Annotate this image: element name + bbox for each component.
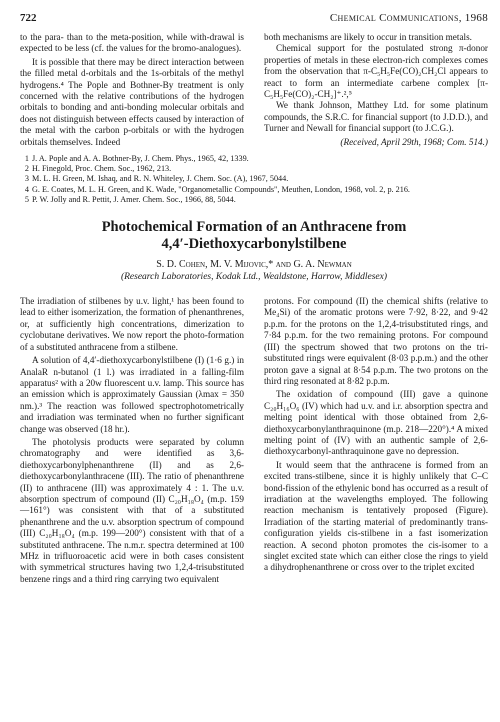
paragraph: The photolysis products were separated by column chromatography and were identified as 3,6-diethoxycarbonylphenanthrene (II) and as 2,6-diethoxycarbonylanthracene (III). The ratio of phenanthrene (II) to anthracene (III) was approximately 4 : 1. The u.v. absorption spectrum of compound (II) C₂₀H₁₈O₄ (m.p. 159—161°) was consistent with that of a substituted phenanthrene and the u.v. absorption spectrum of compound (III) C₂₀H₁₈O₄ (m.p. 199—200°) consistent with that of a substituted anthracene. The n.m.r. spectra determined at 100 MHz in trifluoroacetic acid were in both cases consistent with symmetrical structures having two 1,2,4-trisubstituted benzene rings and a third ring carrying two equivalent <box>20 436 244 584</box>
body-right-column <box>264 296 488 585</box>
journal-title: Chemical Communications, 1968 <box>329 12 488 24</box>
previous-article-text <box>20 32 488 148</box>
reference-number: 3 <box>24 174 29 184</box>
paragraph: protons. For compound (II) the chemical shifts (relative to Me₄Si) of the aromatic protons were 7·92, 8·22, and 9·42 p.p.m. for the protons on the 1,2,4-trisubstituted rings, and 7·84 p.p.m. for the two remaining protons. For compound (III) the spectrum showed that two protons on the tri-substituted rings were equivalent (8·03 p.p.m.) and the other proton gave a signal at 8·54 p.p.m. The two protons on the third ring resonated at 8·82 p.p.m. <box>264 296 488 386</box>
page-number: 722 <box>20 12 37 24</box>
reference-text: G. E. Coates, M. L. H. Green, and K. Wade, "Organometallic Compounds", Meuthen, London, 1968, vol. 2, p. 216. <box>32 184 410 194</box>
journal-page <box>20 12 488 712</box>
title-line: 4,4′-Diethoxycarbonylstilbene <box>161 236 347 253</box>
reference-item <box>20 154 488 164</box>
paragraph: both mechanisms are likely to occur in transition metals. <box>264 32 472 42</box>
reference-item <box>20 164 488 174</box>
reference-item <box>20 185 488 195</box>
article-affiliation: (Research Laboratories, Kodak Ltd., Wealdstone, Harrow, Middlesex) <box>120 272 388 283</box>
paragraph: It is possible that there may be direct interaction between the filled metal d-orbitals and the 1s-orbitals of the methyl hydrogens.⁴ The Pople and Bothner-By treatment is only concerned with the relative contributions of the hydrogen orbitals to bonding and anti-bonding molecular orbitals and does not distinguish between effects caused by interaction of the metal with the carbon p-orbitals or with the hydrogen orbitals themselves. Indeed <box>20 56 244 147</box>
acknowledgement: We thank Johnson, Matthey Ltd. for some platinum compounds, the S.R.C. for financial support (to J.D.D.), and Turner and Newall for financial support (to J.C.G.). <box>264 100 488 134</box>
paragraph: A solution of 4,4′-diethoxycarbonylstilbene (I) (1·6 g.) in AnalaR n-butanol (1 l.) was irradiated in a falling-film apparatus² with a 20w fluorescent u.v. lamp. This source has an emission which is approximately Gaussian (λmax = 350 nm.).³ The reaction was followed spectrophotometrically and irradiation was terminated when no further significant change was observed (18 hr.). <box>20 355 244 434</box>
paragraph: The irradiation of stilbenes by u.v. light,¹ has been found to lead to either isomerization, the formation of phenanthrenes, or, at sufficiently high concentrations, dimerization to cyclobutane derivatives. We now report the photo-formation of a substituted anthracene from a stilbene. <box>20 296 244 352</box>
reference-item <box>20 174 488 184</box>
top-left-column <box>20 32 244 148</box>
reference-number: 4 <box>24 184 29 194</box>
paragraph: Chemical support for the postulated strong π-donor properties of metals in these electron-rich complexes comes from the observation that π-C₅H₅Fe(CO)₂CH₂Cl appears to react to form an intermediate carbene complex [π-C₅H₅Fe(CO)₂-CH₂]⁺.²,⁵ <box>264 43 488 100</box>
reference-text: H. Finegold, Proc. Chem. Soc., 1962, 213. <box>32 164 172 174</box>
paragraph: to the para- than to the meta-position, while with-drawal is expected to be less (cf. the values for the bromo-analogues). <box>20 32 244 54</box>
reference-text: J. A. Pople and A. A. Bothner-By, J. Chem. Phys., 1965, 42, 1339. <box>32 154 249 164</box>
article-authors: S. D. Cohen, M. V. Mijovic,* and G. A. Newman <box>156 259 352 271</box>
reference-text: M. L. H. Green, M. Ishaq, and R. N. Whiteley, J. Chem. Soc. (A), 1967, 5044. <box>32 174 289 184</box>
title-line: Photochemical Formation of an Anthracene from <box>101 219 407 236</box>
body-left-column <box>20 296 244 585</box>
reference-number: 1 <box>24 154 29 164</box>
reference-number: 5 <box>24 194 29 204</box>
page-header <box>20 12 488 26</box>
reference-number: 2 <box>24 164 29 174</box>
article-body <box>20 296 488 585</box>
article-title <box>20 219 488 253</box>
received-date: (Received, April 29th, 1968; Com. 514.) <box>340 136 488 147</box>
top-right-column <box>264 32 488 148</box>
paragraph: It would seem that the anthracene is formed from an excited trans-stilbene, since it is highly unlikely that C–C bond-fission of the ethylenic bond has occurred as a result of irradiation at the wavelengths employed. The following reaction mechanism is tentatively proposed (Figure). Irradiation of the starting material of predominantly trans-configuration yields cis-stilbene in a fast isomerization reaction. A second photon promotes the cis-isomer to a singlet excited state which can either close the rings to yield a dihydrophenanthrene or cross over to the triplet excited <box>264 459 489 573</box>
reference-text: P. W. Jolly and R. Pettit, J. Amer. Chem. Soc., 1966, 88, 5044. <box>32 194 236 204</box>
paragraph: The oxidation of compound (III) gave a quinone C₂₀H₁₆O₆ (IV) which had u.v. and i.r. absorption spectra and melting point identical with those obtained from 2,6-diethoxycarbonylanthraquinone (m.p. 218—220°).⁴ A mixed melting point of (IV) with an authentic sample of 2,6-diethoxycarbonyl-anthraquinone gave no depression. <box>264 389 488 457</box>
reference-list <box>20 154 488 205</box>
reference-item <box>20 195 488 205</box>
